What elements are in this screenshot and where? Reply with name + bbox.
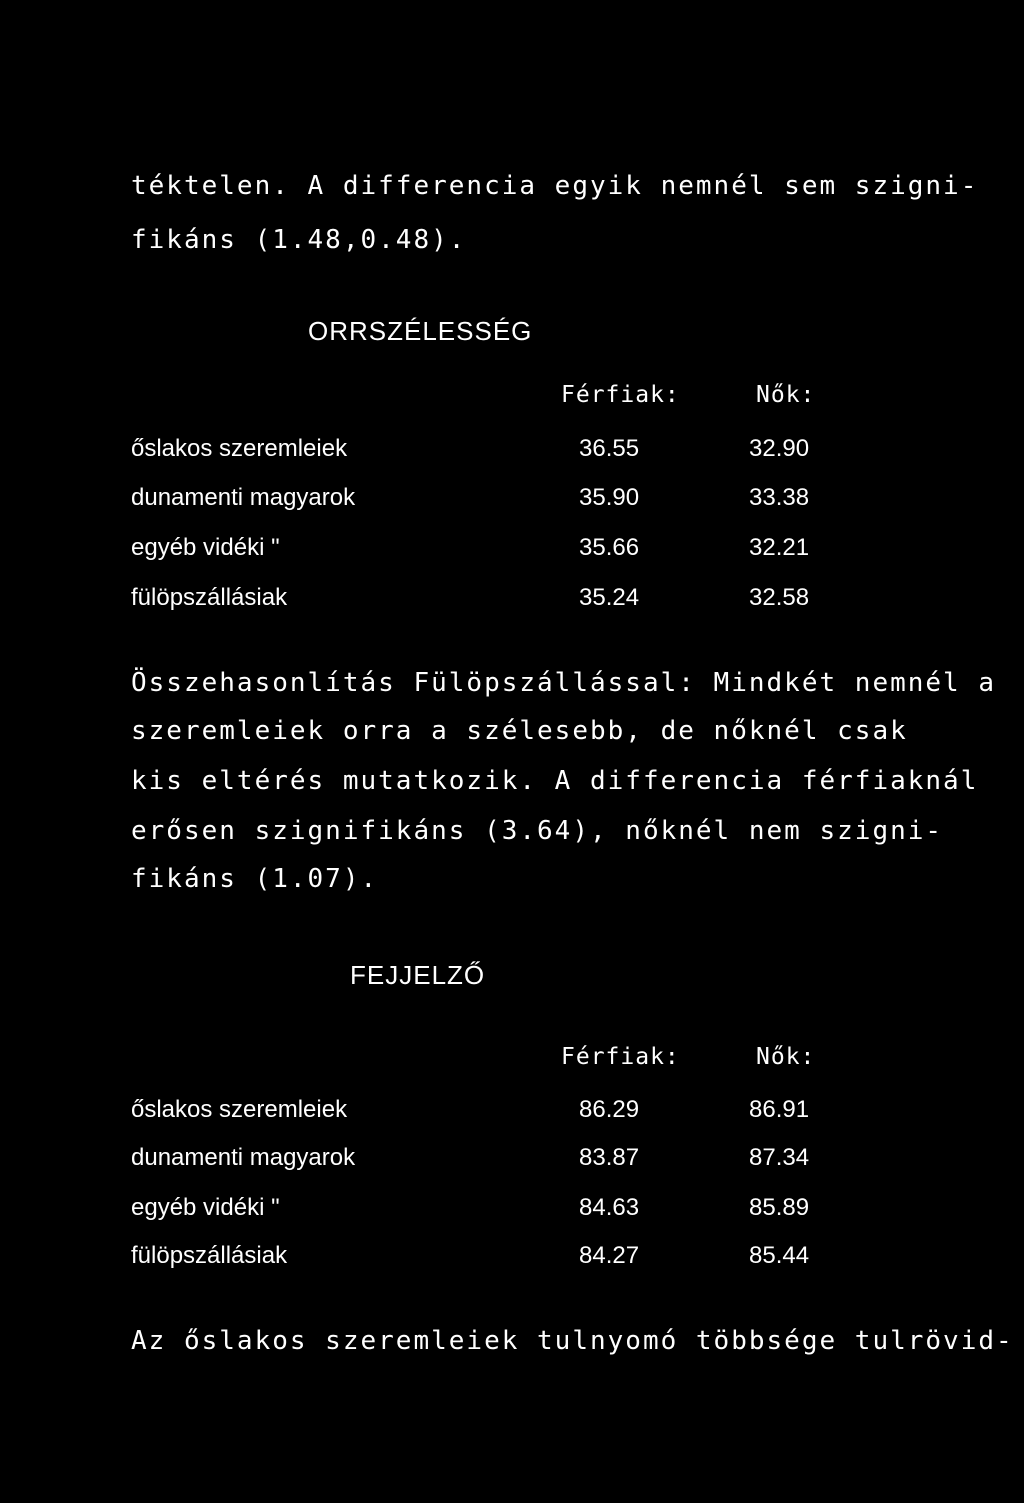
table-header (131, 1042, 851, 1072)
row-women-value: 86.91 (749, 1096, 810, 1123)
row-label: őslakos szeremleiek (131, 1096, 348, 1123)
comparison-line-3: kis eltérés mutatkozik. A differencia férfiaknál (131, 766, 979, 796)
row-women-value: 32.90 (749, 435, 810, 462)
intro-line-2: fikáns (1.48,0.48). (131, 225, 467, 255)
row-women-value: 85.89 (749, 1194, 810, 1221)
table-row (131, 1241, 851, 1271)
comparison-line-4: erősen szignifikáns (3.64), nőknél nem szigni- (131, 816, 944, 846)
table-row (131, 483, 851, 513)
closing-line: Az őslakos szeremleiek tulnyomó többsége tulrövid- (131, 1326, 1014, 1356)
table-header (131, 380, 851, 410)
row-men-value: 86.29 (579, 1096, 640, 1123)
intro-line-1: téktelen. A differencia egyik nemnél sem szigni- (131, 171, 979, 201)
row-label: dunamenti magyarok (131, 484, 356, 511)
header-men: Férfiak: (561, 1044, 680, 1070)
row-men-value: 83.87 (579, 1144, 640, 1171)
row-men-value: 84.63 (579, 1194, 640, 1221)
table-row (131, 1193, 851, 1223)
table-row (131, 1143, 851, 1173)
row-label: egyéb vidéki " (131, 534, 280, 561)
comparison-line-5: fikáns (1.07). (131, 864, 379, 894)
row-label: őslakos szeremleiek (131, 435, 348, 462)
row-men-value: 36.55 (579, 435, 640, 462)
table-row (131, 533, 851, 563)
table-row (131, 1095, 851, 1125)
header-men: Férfiak: (561, 382, 680, 408)
section-title-fejjelzo: FEJJELZŐ (350, 960, 486, 990)
header-women: Nők: (756, 1044, 816, 1070)
row-label: egyéb vidéki " (131, 1194, 280, 1221)
row-men-value: 35.66 (579, 534, 640, 561)
header-women: Nők: (756, 382, 816, 408)
row-label: dunamenti magyarok (131, 1144, 356, 1171)
row-men-value: 35.90 (579, 484, 640, 511)
row-women-value: 87.34 (749, 1144, 810, 1171)
row-label: fülöpszállásiak (131, 584, 288, 611)
row-women-value: 33.38 (749, 484, 810, 511)
comparison-line-1: Összehasonlítás Fülöpszállással: Mindkét nemnél a (131, 668, 997, 698)
row-women-value: 32.58 (749, 584, 810, 611)
section-title-orrszelesseg: ORRSZÉLESSÉG (308, 316, 533, 346)
comparison-line-2: szeremleiek orra a szélesebb, de nőknél csak (131, 716, 908, 746)
row-men-value: 84.27 (579, 1242, 640, 1269)
row-men-value: 35.24 (579, 584, 640, 611)
row-women-value: 85.44 (749, 1242, 810, 1269)
row-women-value: 32.21 (749, 534, 810, 561)
table-row (131, 434, 851, 464)
table-row (131, 583, 851, 613)
row-label: fülöpszállásiak (131, 1242, 288, 1269)
